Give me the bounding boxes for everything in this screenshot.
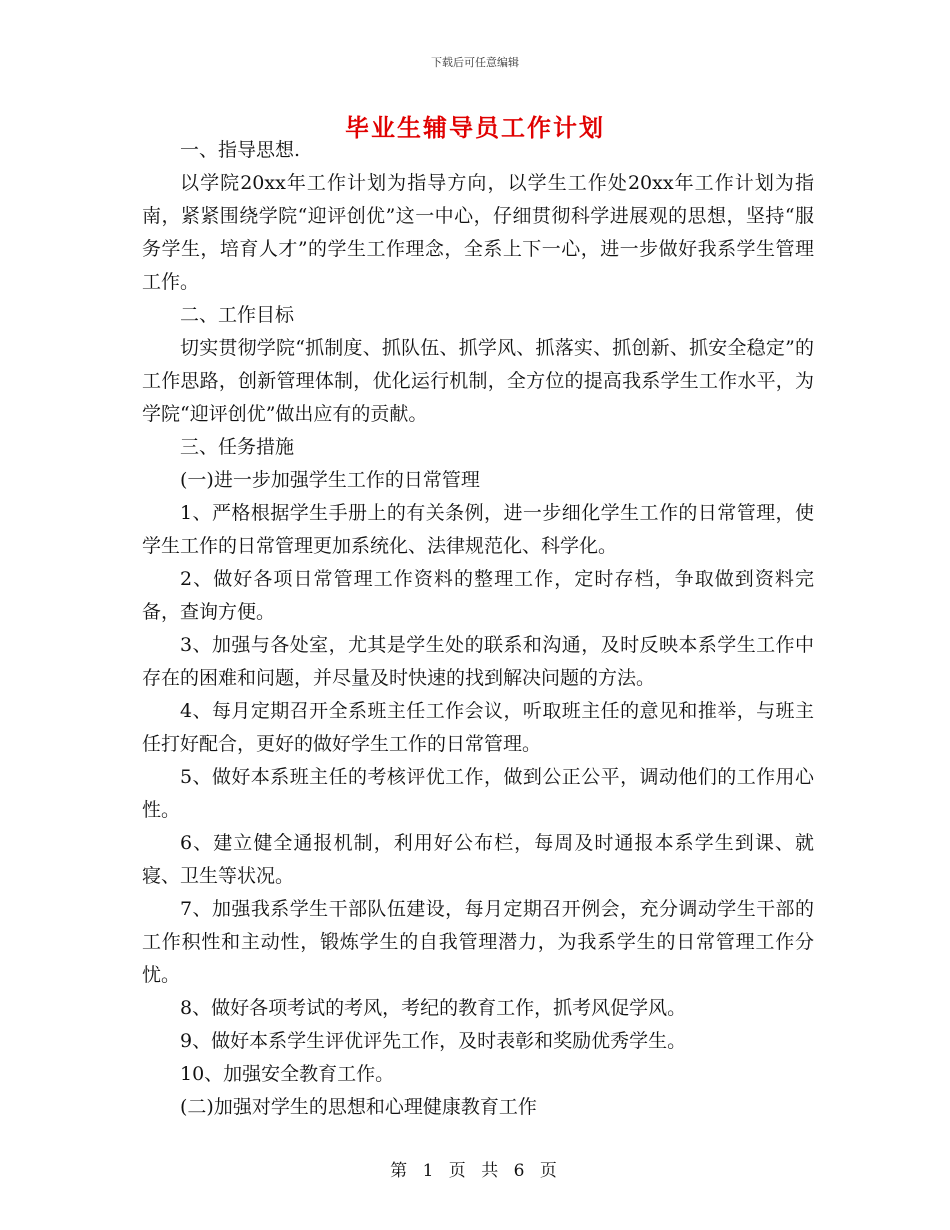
document-title: 毕业生辅导员工作计划 bbox=[345, 113, 605, 142]
paragraph-guiding-ideology: 以学院20xx年工作计划为指导方向，以学生工作处20xx年工作计划为指南，紧紧围绕学院“迎评创优”这一中心，仔细贯彻科学进展观的思想，坚持“服务学生，培育人才”的学生工作理念，全系上下一心，进一步做好我系学生管理工作。 bbox=[142, 172, 814, 293]
subheading-daily-management: (一)进一步加强学生工作的日常管理 bbox=[180, 469, 480, 491]
heading-task-measures: 三、任务措施 bbox=[180, 436, 295, 458]
header-note: 下载后可任意编辑 bbox=[431, 56, 519, 69]
page-footer bbox=[0, 1156, 950, 1181]
footer-label: 第 bbox=[390, 1161, 411, 1181]
list-item: 9、做好本系学生评优评先工作，及时表彰和奖励优秀学生。 bbox=[180, 1030, 687, 1052]
list-item: 8、做好各项考试的考风，考纪的教育工作，抓考风促学风。 bbox=[180, 997, 687, 1019]
footer-total-pages: 6 bbox=[513, 1161, 528, 1181]
footer-label: 共 bbox=[481, 1161, 502, 1181]
list-item: 2、做好各项日常管理工作资料的整理工作，定时存档，争取做到资料完备，查询方便。 bbox=[142, 568, 814, 623]
subheading-mental-health: (二)加强对学生的思想和心理健康教育工作 bbox=[180, 1096, 537, 1118]
heading-work-goals: 二、工作目标 bbox=[180, 304, 295, 326]
heading-guiding-ideology: 一、指导思想. bbox=[180, 139, 301, 161]
footer-page-number: 1 bbox=[422, 1161, 437, 1181]
list-item: 10、加强安全教育工作。 bbox=[180, 1063, 395, 1085]
list-item: 4、每月定期召开全系班主任工作会议，听取班主任的意见和推举，与班主任打好配合，更好的做好学生工作的日常管理。 bbox=[142, 700, 814, 755]
list-item: 5、做好本系班主任的考核评优工作，做到公正公平，调动他们的工作用心性。 bbox=[142, 766, 814, 821]
list-item: 1、严格根据学生手册上的有关条例，进一步细化学生工作的日常管理，使学生工作的日常管理更加系统化、法律规范化、科学化。 bbox=[142, 502, 814, 557]
paragraph-work-goals: 切实贯彻学院“抓制度、抓队伍、抓学风、抓落实、抓创新、抓安全稳定”的工作思路，创新管理体制，优化运行机制，全方位的提高我系学生工作水平，为学院“迎评创优”做出应有的贡献。 bbox=[142, 337, 814, 425]
list-item: 7、加强我系学生干部队伍建设，每月定期召开例会，充分调动学生干部的工作积性和主动性，锻炼学生的自我管理潜力，为我系学生的日常管理工作分忧。 bbox=[142, 898, 814, 986]
footer-label: 页 bbox=[448, 1161, 469, 1181]
footer-label: 页 bbox=[539, 1161, 560, 1181]
document-body bbox=[142, 134, 814, 1124]
list-item: 3、加强与各处室，尤其是学生处的联系和沟通，及时反映本系学生工作中存在的困难和问题，并尽量及时快速的找到解决问题的方法。 bbox=[142, 634, 814, 689]
list-item: 6、建立健全通报机制，利用好公布栏，每周及时通报本系学生到课、就寝、卫生等状况。 bbox=[142, 832, 814, 887]
